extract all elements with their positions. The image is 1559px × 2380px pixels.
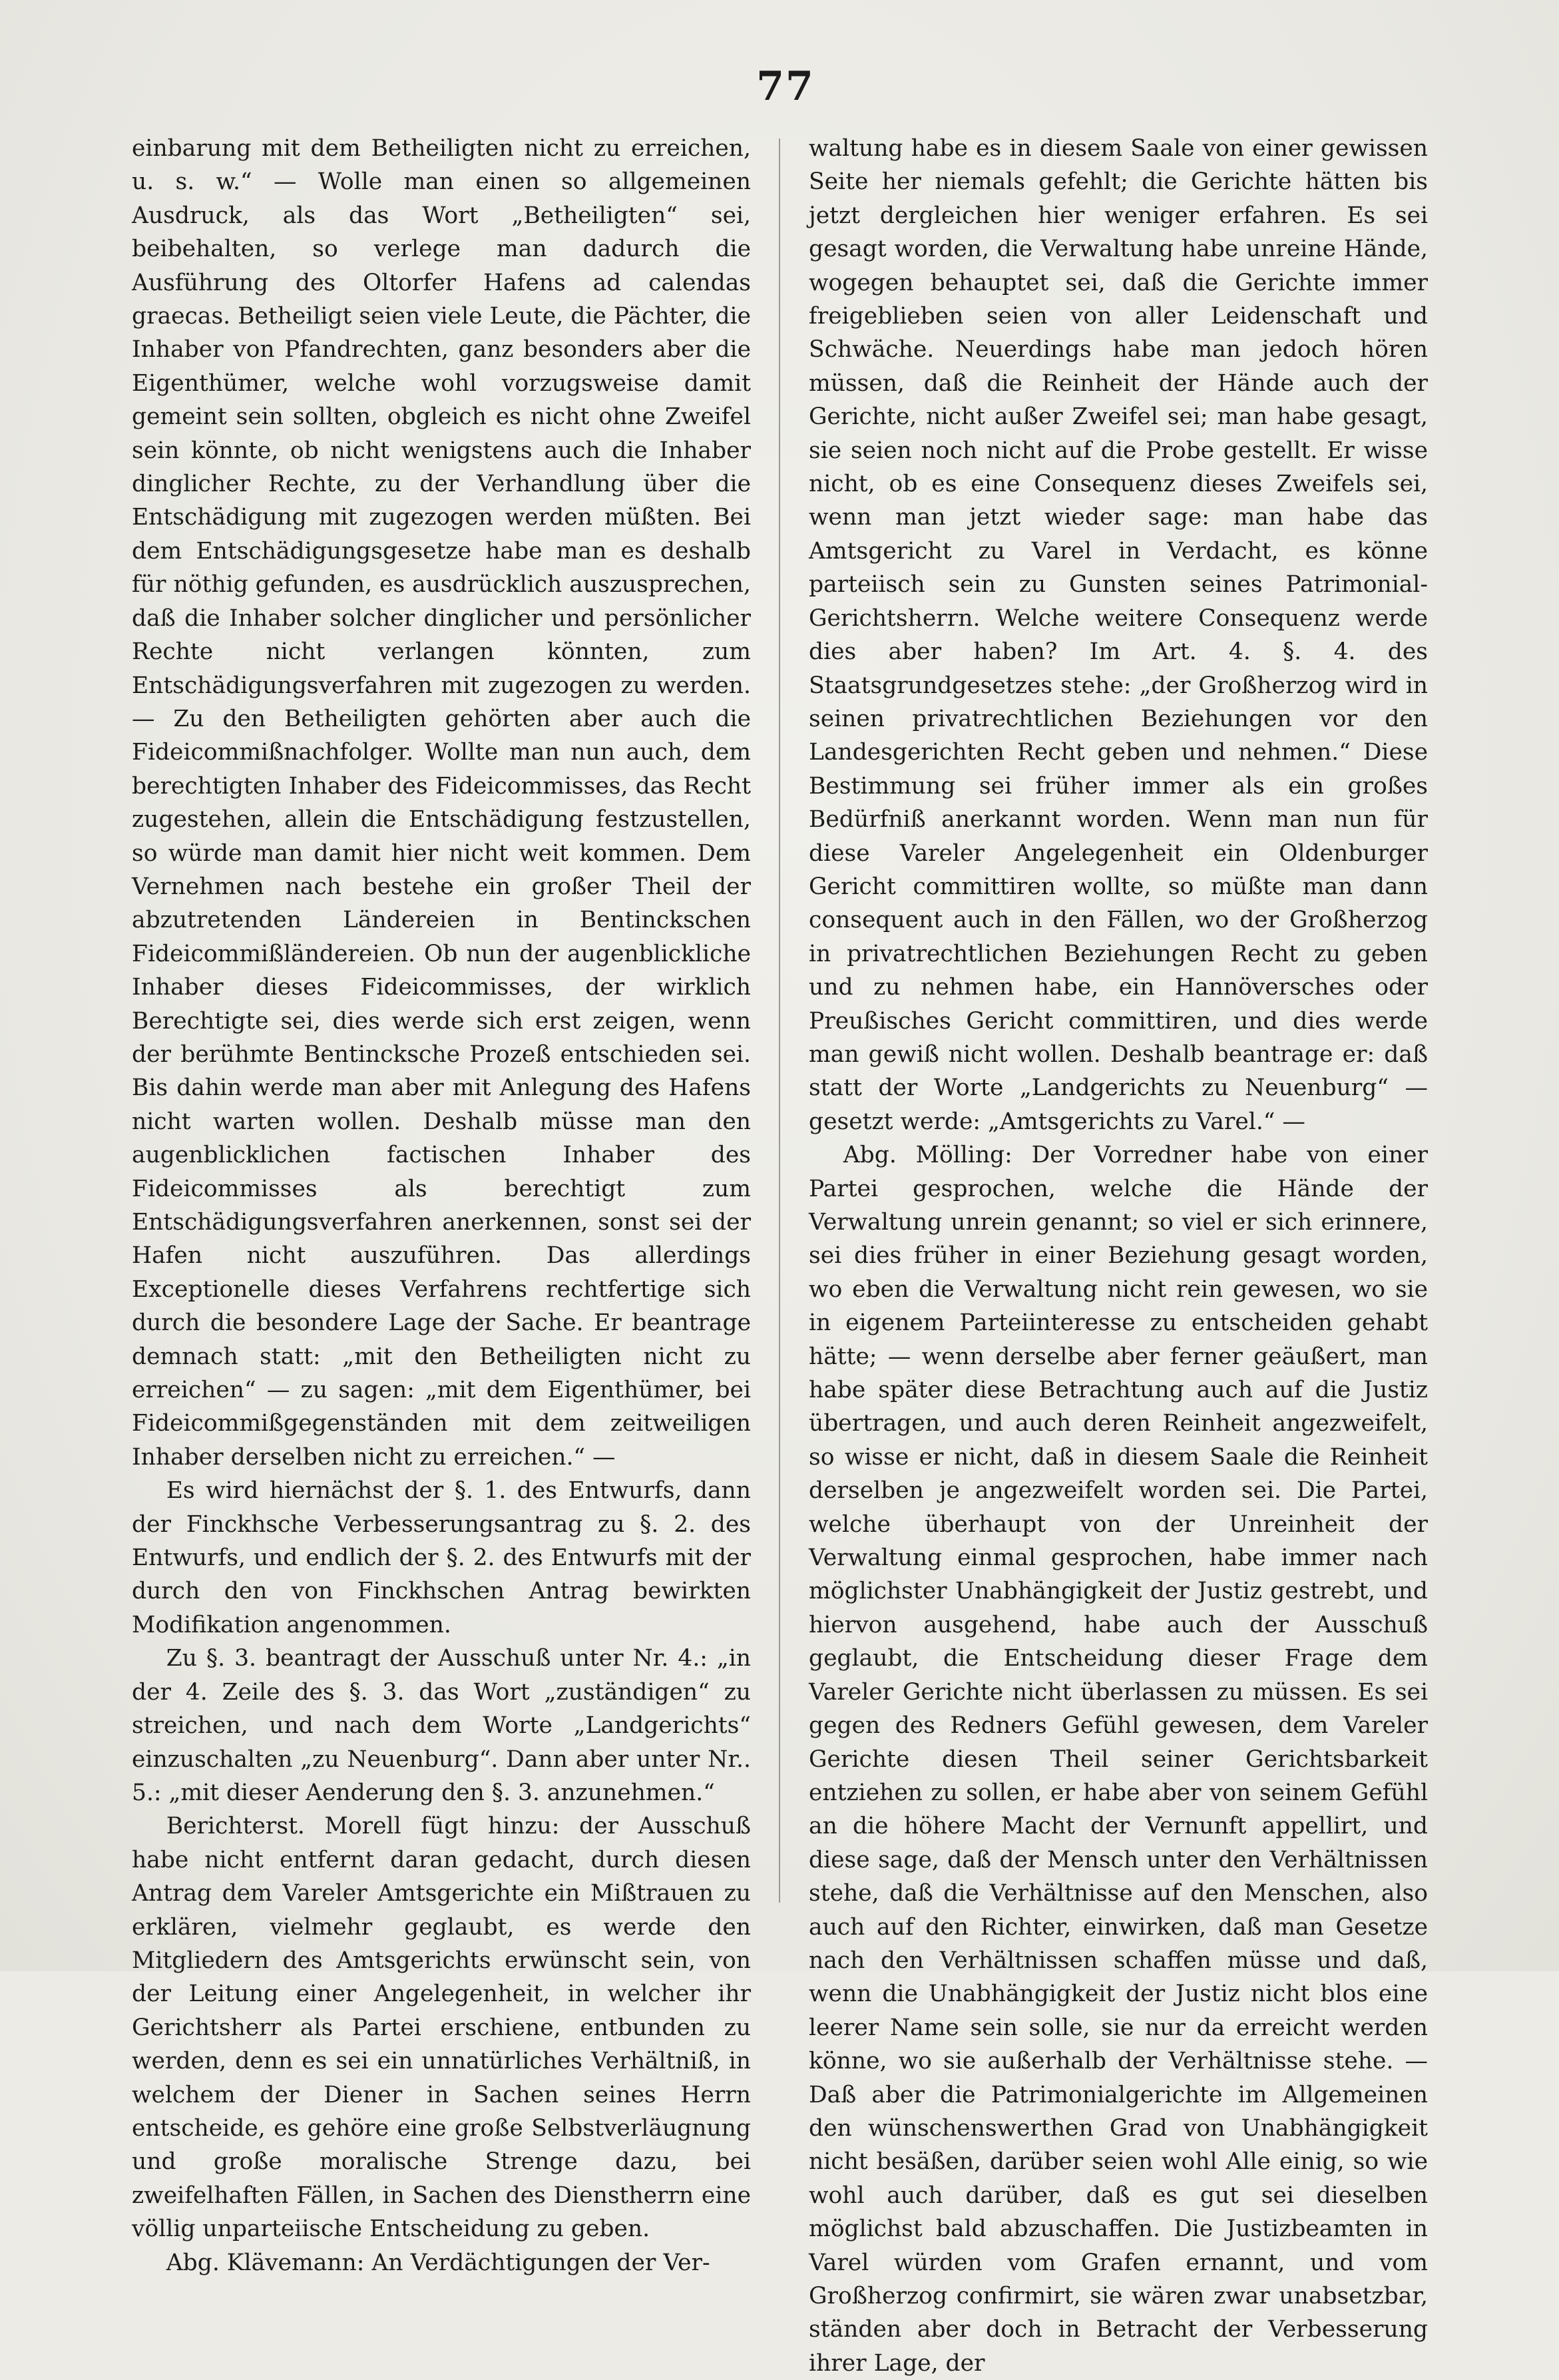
paragraph: einbarung mit dem Betheiligten nicht zu erreichen, u. s. w.“ — Wolle man einen so allgemeinen Ausdruck, als das Wort „Betheiligten“ sei, beibehalten, so verlege man dadurch die Ausführung des Oltorfer Hafens ad calendas graecas. Betheiligt seien viele Leute, die Pächter, die Inhaber von Pfandrechten, ganz besonders aber die Eigenthümer, welche wohl vorzugsweise damit gemeint sein sollten, obgleich es nicht ohne Zweifel sein könnte, ob nicht wenigstens auch die Inhaber dinglicher Rechte, zu der Verhandlung über die Entschädigung mit zugezogen werden müßten. Bei dem Entschädigungsgesetze habe man es deshalb für nöthig gefunden, es ausdrücklich auszusprechen, daß die Inhaber solcher dinglicher und persönlicher Rechte nicht verlangen könnten, zum Entschädigungsverfahren mit zugezogen zu werden. — Zu den Betheiligten gehörten aber auch die Fideicommißnachfolger. Wollte man nun auch, dem berechtigten Inhaber des Fideicommisses, das Recht zugestehen, allein die Entschädigung festzustellen, so würde man damit hier nicht weit kommen. Dem Vernehmen nach bestehe ein großer Theil der abzutretenden Ländereien in Bentinckschen Fideicommißländereien. Ob nun der augenblickliche Inhaber dieses Fideicommisses, der wirklich Berechtigte sei, dies werde sich erst zeigen, wenn der berühmte Bentincksche Prozeß entschieden sei. Bis dahin werde man aber mit Anlegung des Hafens nicht warten wollen. Deshalb müsse man den augenblicklichen factischen Inhaber des Fideicommisses als berechtigt zum Entschädigungsverfahren anerkennen, sonst sei der Hafen nicht auszuführen. Das allerdings Exceptionelle dieses Verfahrens rechtfertige sich durch die besondere Lage der Sache. Er beantrage demnach statt: „mit den Betheiligten nicht zu erreichen“ — zu sagen: „mit dem Eigenthümer, bei Fideicommißgegenständen mit dem zeitweiligen Inhaber derselben nicht zu erreichen.“ —	[132, 135, 751, 1471]
paragraph: Abg. Mölling: Der Vorredner habe von einer Partei gesprochen, welche die Hände der Verwaltung unrein genannt; so viel er sich erinnere, sei dies früher in einer Beziehung gesagt worden, wo eben die Verwaltung nicht rein gewesen, wo sie in eigenem Parteiinteresse zu entscheiden gehabt hätte; — wenn derselbe aber ferner geäußert, man habe später diese Betrachtung auch auf die Justiz übertragen, und auch deren Reinheit angezweifelt, so wisse er nicht, daß in diesem Saale die Reinheit derselben je angezweifelt worden sei. Die Partei, welche überhaupt von der Unreinheit der Verwaltung einmal gesprochen, habe immer nach möglichster Unabhängigkeit der Justiz gestrebt, und hiervon ausgehend, habe auch der Ausschuß geglaubt, die Entscheidung dieser Frage dem Vareler Gerichte nicht überlassen zu müssen. Es sei gegen des Redners Gefühl gewesen, dem Vareler Gerichte diesen Theil seiner Gerichtsbarkeit entziehen zu sollen, er habe aber von seinem Gefühl an die höhere Macht der Vernunft appellirt, und diese sage, daß der Mensch unter den Verhältnissen stehe, daß die Verhältnisse auf den Menschen, also auch auf den Richter, einwirken, daß man Gesetze nach den Verhältnissen schaffen müsse und daß, wenn die Unabhängigkeit der Justiz nicht blos eine leerer Name sein solle, sie nur da erreicht werden könne, wo sie außerhalb der Verhältnisse stehe. — Daß aber die Patrimonialgerichte im Allgemeinen den wünschenswerthen Grad von Unabhängigkeit nicht besäßen, darüber seien wohl Alle einig, so wie wohl auch darüber, daß es gut sei dieselben möglichst bald abzuschaffen. Die Justizbeamten in Varel würden vom Grafen ernannt, und vom Großherzog confirmirt, sie wären zwar unabsetzbar, ständen aber doch in Betracht der Verbesserung ihrer Lage, der	[809, 1142, 1428, 2377]
column-divider	[779, 138, 780, 1903]
paragraph: Zu §. 3. beantragt der Ausschuß unter Nr. 4.: „in der 4. Zeile des §. 3. das Wort „zuständigen“ zu streichen, und nach dem Worte „Landgerichts“ einzuschalten „zu Neuenburg“. Dann aber unter Nr.. 5.: „mit dieser Aenderung den §. 3. anzunehmen.“	[132, 1645, 751, 1806]
paragraph: Abg. Klävemann: An Verdächtigungen der Ver-	[166, 2249, 710, 2276]
right-column	[809, 132, 1428, 2380]
left-column	[132, 132, 751, 2279]
paragraph: Es wird hiernächst der §. 1. des Entwurfs, dann der Finckhsche Verbesserungsantrag zu §. 2. des Entwurfs, und endlich der §. 2. des Entwurfs mit der durch den von Finckhschen Antrag bewirkten Modifikation angenommen.	[132, 1477, 751, 1638]
paragraph: Berichterst. Morell fügt hinzu: der Ausschuß habe nicht entfernt daran gedacht, durch diesen Antrag dem Vareler Amtsgerichte ein Mißtrauen zu erklären, vielmehr geglaubt, es werde den Mitgliedern des Amtsgerichts erwünscht sein, von der Leitung einer Angelegenheit, in welcher ihr Gerichtsherr als Partei erschiene, entbunden zu werden, denn es sei ein unnatürliches Verhältniß, in welchem der Diener in Sachen seines Herrn entscheide, es gehöre eine große Selbstverläugnung und große moralische Strenge dazu, bei zweifelhaften Fällen, in Sachen des Dienstherrn eine völlig unparteiische Entscheidung zu geben.	[132, 1813, 751, 2243]
paragraph: waltung habe es in diesem Saale von einer gewissen Seite her niemals gefehlt; die Gerichte hätten bis jetzt dergleichen hier weniger erfahren. Es sei gesagt worden, die Verwaltung habe unreine Hände, wogegen behauptet sei, daß die Gerichte immer freigeblieben seien von aller Leidenschaft und Schwäche. Neuerdings habe man jedoch hören müssen, daß die Reinheit der Hände auch der Gerichte, nicht außer Zweifel sei; man habe gesagt, sie seien noch nicht auf die Probe gestellt. Er wisse nicht, ob es eine Consequenz dieses Zweifels sei, wenn man jetzt wieder sage: man habe das Amtsgericht zu Varel in Verdacht, es könne parteiisch sein zu Gunsten seines Patrimonial-Gerichtsherrn. Welche weitere Consequenz werde dies aber haben? Im Art. 4. §. 4. des Staatsgrundgesetzes stehe: „der Großherzog wird in seinen privatrechtlichen Beziehungen vor den Landesgerichten Recht geben und nehmen.“ Diese Bestimmung sei früher immer als ein großes Bedürfniß anerkannt worden. Wenn man nun für diese Vareler Angelegenheit ein Oldenburger Gericht committiren wollte, so müßte man dann consequent auch in den Fällen, wo der Großherzog in privatrechtlichen Beziehungen Recht zu geben und zu nehmen habe, ein Hannöversches oder Preußisches Gericht committiren, und dies werde man gewiß nicht wollen. Deshalb beantrage er: daß statt der Worte „Landgerichts zu Neuenburg“ — gesetzt werde: „Amtsgerichts zu Varel.“ —	[809, 135, 1428, 1135]
page-number: 77	[756, 63, 815, 110]
